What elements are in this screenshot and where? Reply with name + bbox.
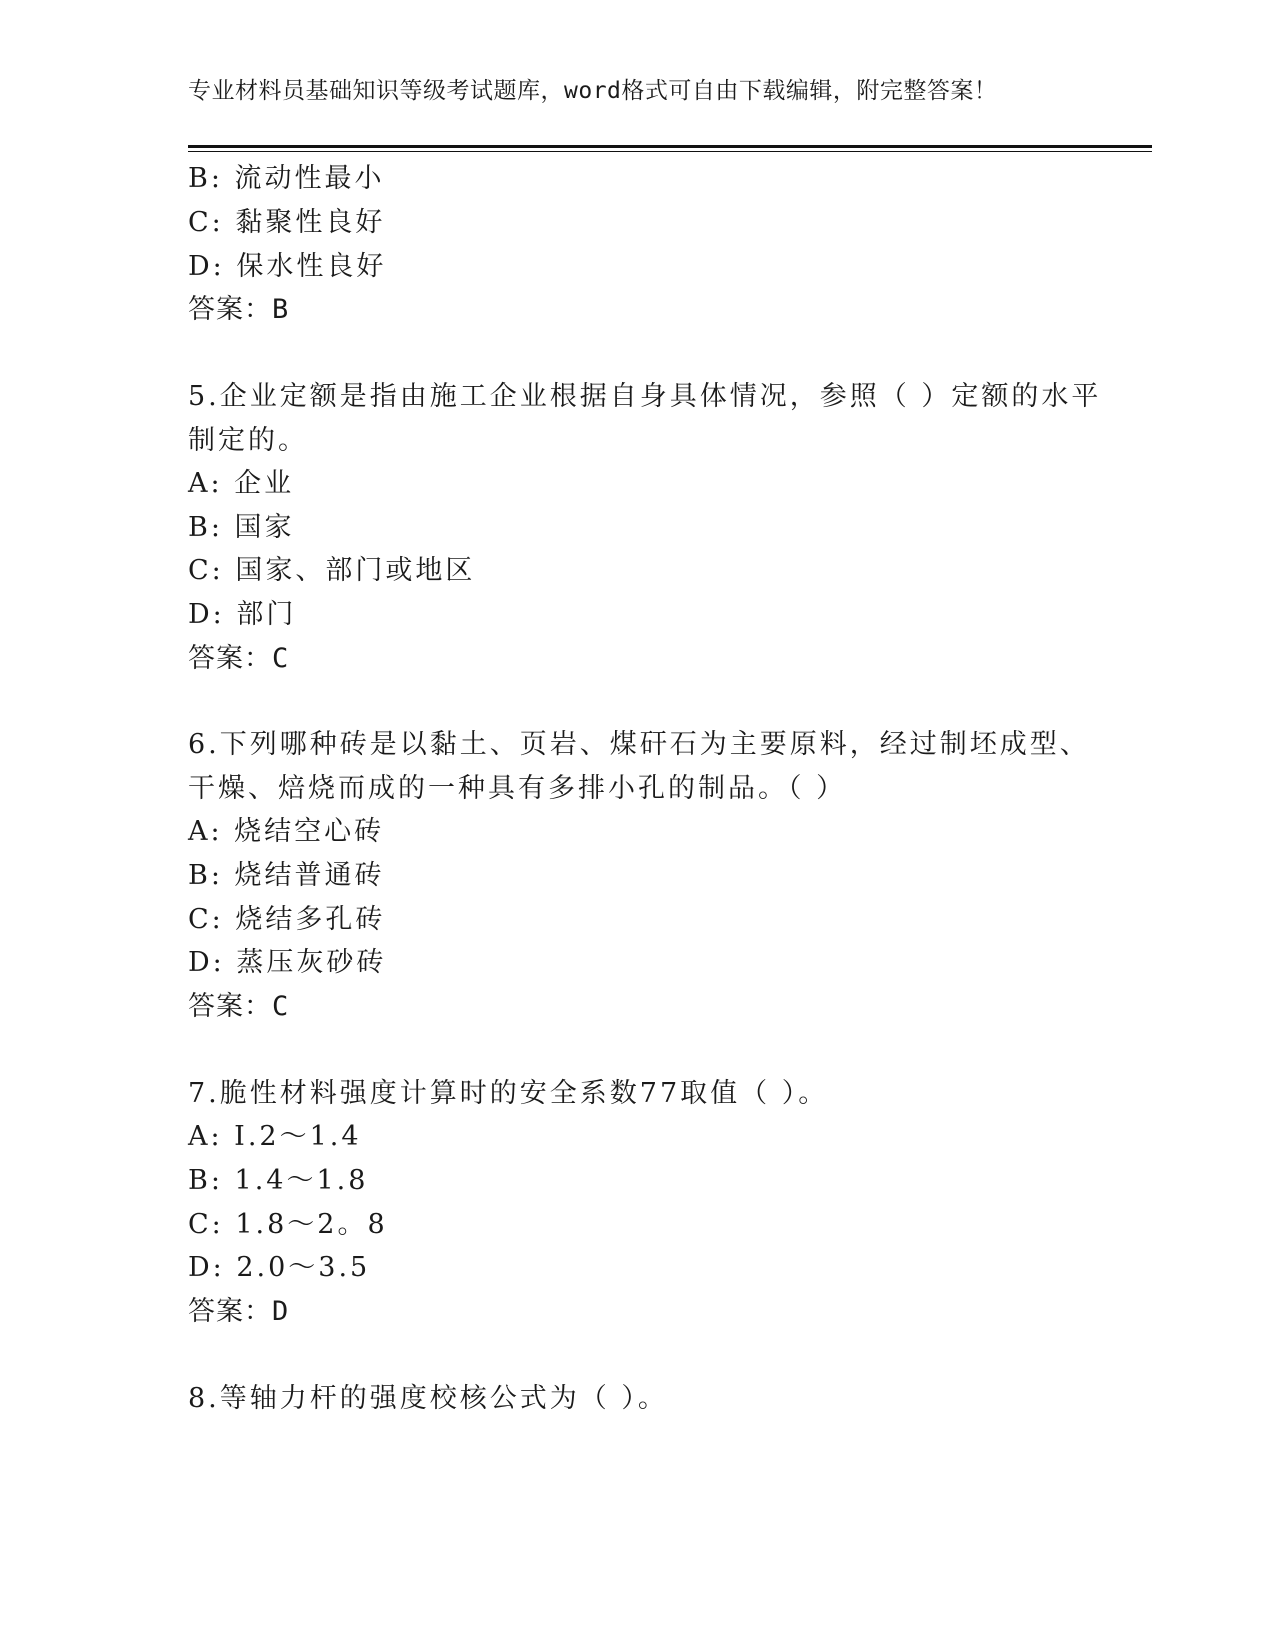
page-header: 专业材料员基础知识等级考试题库，word格式可自由下载编辑，附完整答案！	[188, 78, 998, 104]
option-b: B: 流动性最小	[188, 163, 385, 194]
option-c: C: 烧结多孔砖	[188, 904, 386, 935]
option-b: B: 国家	[188, 512, 295, 543]
option-a: A: 烧结空心砖	[188, 816, 385, 847]
header-rule-thin	[188, 151, 1152, 152]
option-c: C: 黏聚性良好	[188, 207, 386, 238]
header-rule-thick	[188, 145, 1152, 148]
option-a: A: I.2～1.4	[188, 1121, 362, 1152]
question-stem: 6.下列哪种砖是以黏土、页岩、煤矸石为主要原料，经过制坯成型、	[188, 729, 1090, 760]
option-c: C: 国家、部门或地区	[188, 555, 476, 586]
answer-label: 答案：	[188, 1296, 272, 1327]
answer-line	[188, 1289, 289, 1328]
answer-line	[188, 984, 289, 1023]
option-d: D: 部门	[188, 599, 297, 630]
question-stem: 7.脆性材料强度计算时的安全系数77取值（ ）。	[188, 1078, 829, 1109]
option-b: B: 1.4～1.8	[188, 1165, 369, 1196]
answer-value: C	[272, 991, 290, 1022]
option-c: C: 1.8～2。8	[188, 1209, 388, 1240]
answer-value: D	[272, 1296, 290, 1327]
answer-value: B	[272, 294, 290, 325]
option-d: D: 保水性良好	[188, 251, 387, 282]
option-d: D: 2.0～3.5	[188, 1252, 371, 1283]
answer-line	[188, 287, 289, 326]
option-b: B: 烧结普通砖	[188, 860, 385, 891]
question-stem: 5.企业定额是指由施工企业根据自身具体情况，参照（ ）定额的水平	[188, 381, 1102, 412]
answer-value: C	[272, 643, 290, 674]
answer-line	[188, 636, 289, 675]
question-stem: 干燥、焙烧而成的一种具有多排小孔的制品。（ ）	[188, 773, 847, 804]
answer-label: 答案：	[188, 294, 272, 325]
option-a: A: 企业	[188, 468, 295, 499]
option-d: D: 蒸压灰砂砖	[188, 947, 387, 978]
answer-label: 答案：	[188, 643, 272, 674]
answer-label: 答案：	[188, 991, 272, 1022]
question-stem: 8.等轴力杆的强度校核公式为（ ）。	[188, 1383, 668, 1414]
question-stem: 制定的。	[188, 425, 308, 456]
